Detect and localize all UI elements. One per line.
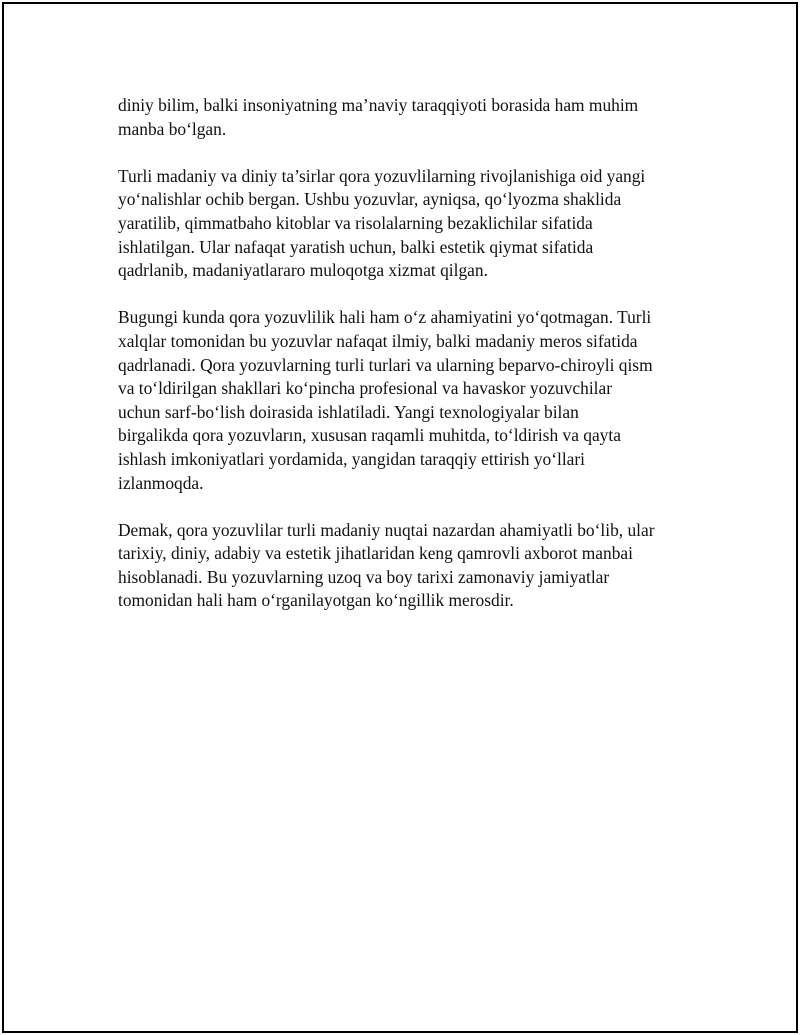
paragraph: diniy bilim, balki insoniyatning ma’naviy taraqqiyoti borasida ham muhim manba bo‘lgan. [118,95,639,139]
paragraph: Demak, qora yozuvlilar turli madaniy nuqtai nazardan ahamiyatli bo‘lib, ular tarixiy, diniy, adabiy va estetik jihatlaridan keng qamrovli axborot manbai hisoblanadi. Bu yozuvlarning uzoq va boy tarixi zamonaviy jamiyatlar tomonidan hali ham o‘rganilayotgan ko‘ngillik merosdir. [118,519,655,611]
paragraph: Bugungi kunda qora yozuvlilik hali ham o‘z ahamiyatini yo‘qotmagan. Turli xalqlar tomonidan bu yozuvlar nafaqat ilmiy, balki madaniy meros sifatida qadrlanadi. Qora yozuvlarning turli turlari va ularning beparvo-chiroyli qism va to‘ldirilgan shakllari ko‘pincha profesional va havaskor yozuvchilar uchun sarf-bo‘lish doirasida ishlatiladi. Yangi texnologiyalar bilan birgalikda qora yozuvların, xususan raqamli muhitda, to‘ldirish va qayta ishlash imkoniyatlari yordamida, yangidan taraqqiy ettirish yo‘llari izlanmoqda. [118,307,653,493]
document-body [118,94,698,637]
paragraph: Turli madaniy va diniy ta’sirlar qora yozuvlilarning rivojlanishiga oid yangi yo‘nalishlar ochib bergan. Ushbu yozuvlar, ayniqsa, qo‘lyozma shaklida yaratilib, qimmatbaho kitoblar va risolalarning bezaklichilar sifatida ishlatilgan. Ular nafaqat yaratish uchun, balki estetik qiymat sifatida qadrlanib, madaniyatlararo muloqotga xizmat qilgan. [118,165,646,281]
